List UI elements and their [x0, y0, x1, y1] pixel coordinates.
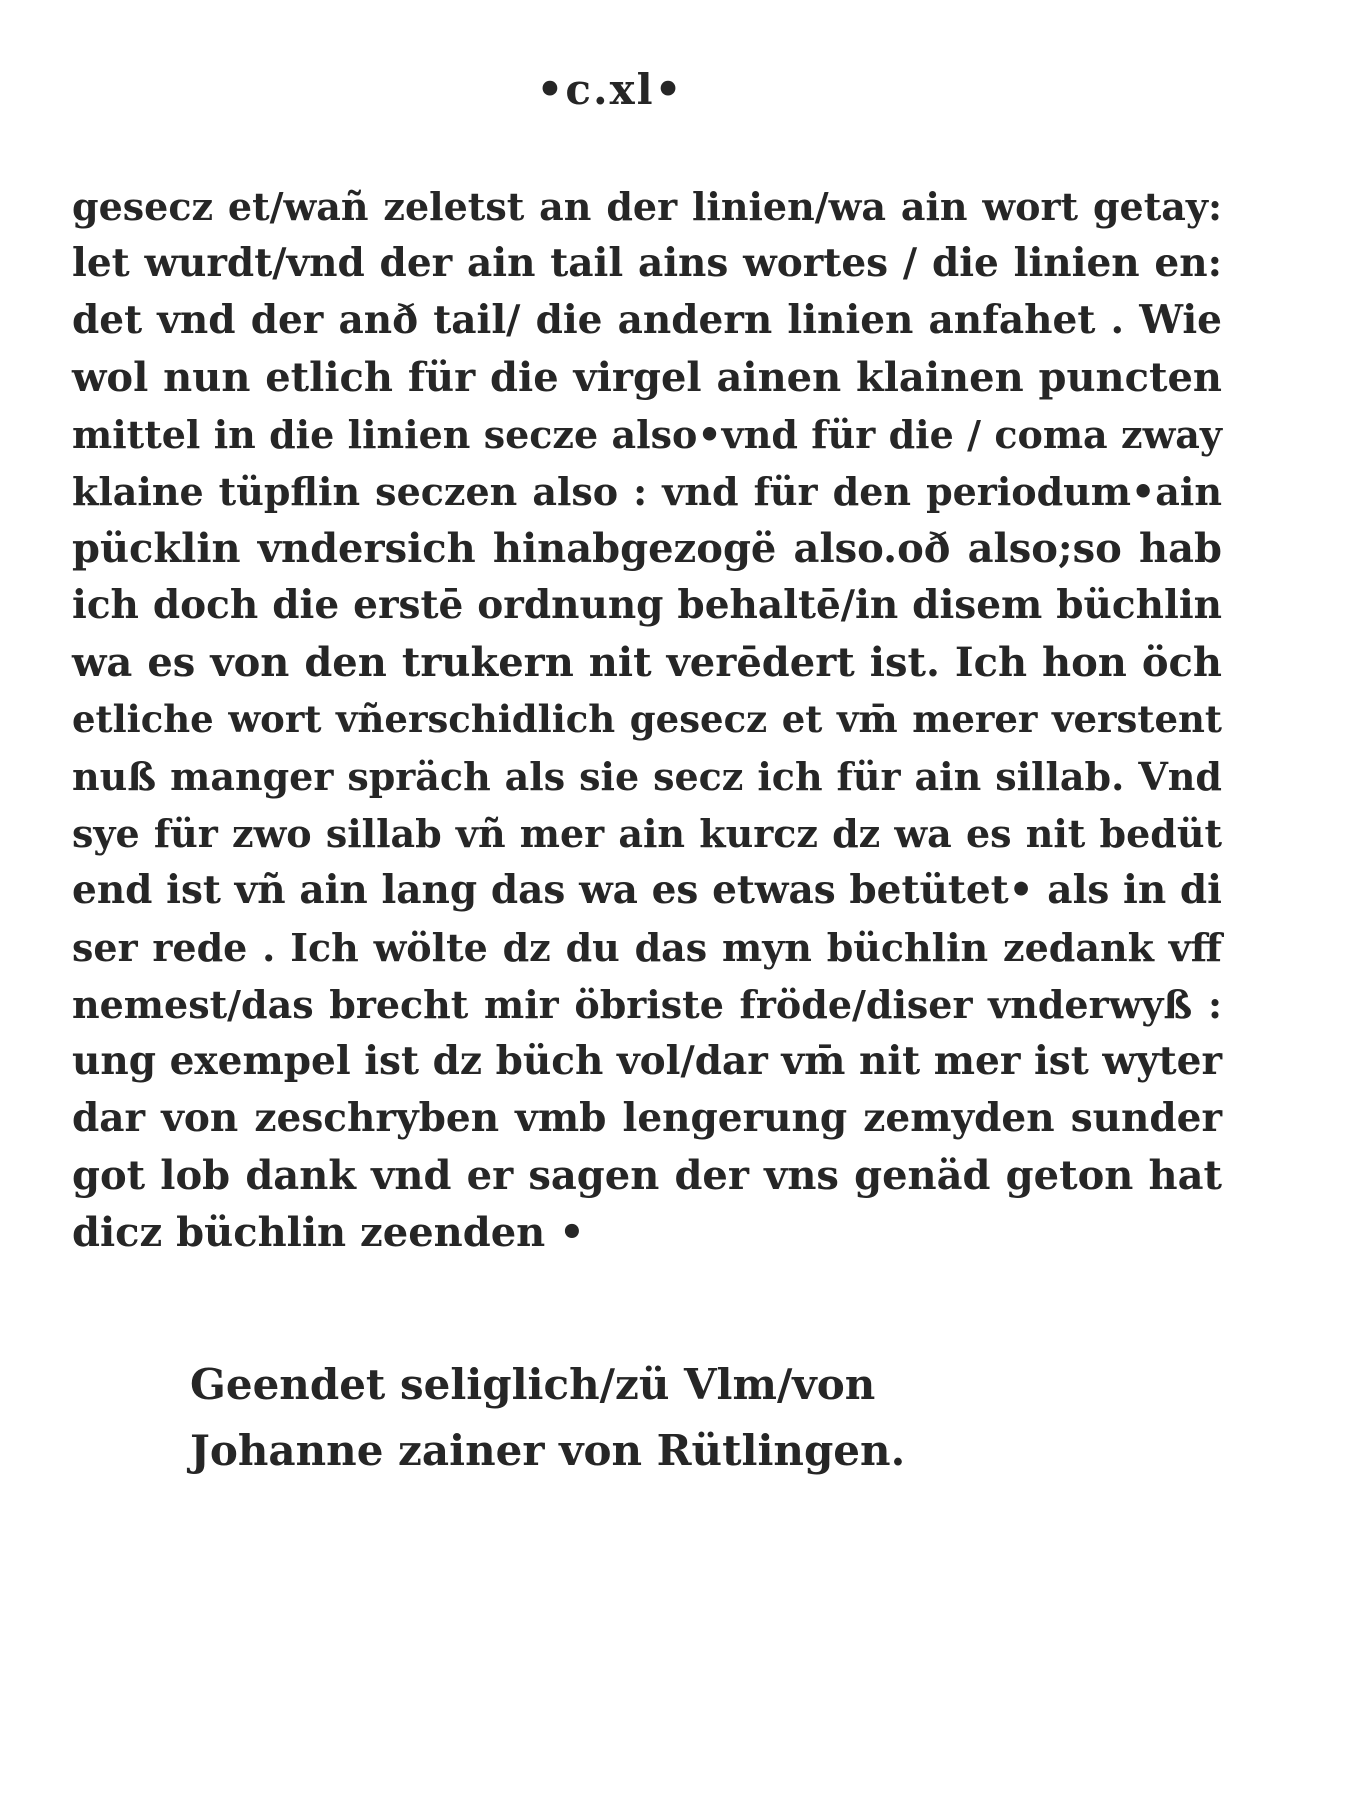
text-line: ich doch die erstē ordnung behaltē/in disem büchlin [72, 582, 1222, 628]
text-line: nuß manger spräch als sie secz ich für ain sillab. Vnd [72, 754, 1222, 799]
text-line: pücklin vndersich hinabgezogë also.oð also;so hab [72, 525, 1222, 572]
text-line: wa es von den trukern nit verēdert ist. Ich hon öch [72, 639, 1222, 686]
folio-number: •c.xl• [536, 65, 684, 114]
text-line: mittel in die linien secze also•vnd für die / coma zway [72, 412, 1222, 457]
text-line-last: dicz büchlin zeenden • [72, 1209, 585, 1256]
text-line: det vnd der anð tail/ die andern linien anfahet . Wie [72, 297, 1222, 343]
text-line: let wurdt/vnd der ain tail ains wortes / die linien en: [72, 240, 1222, 286]
text-line: klaine tüpflin seczen also : vnd für den periodum•ain [72, 469, 1222, 514]
body-text [72, 178, 1222, 1261]
text-line: ung exempel ist dz büch vol/dar vm̄ nit mer ist wyter [72, 1038, 1222, 1084]
text-line: gesecz et/wañ zeletst an der linien/wa ain wort getay: [72, 184, 1222, 229]
text-line: nemest/das brecht mir öbriste fröde/diser vnderwyß : [72, 982, 1222, 1027]
colophon [190, 1352, 950, 1484]
text-line: end ist vñ ain lang das wa es etwas betütet• als in di [72, 867, 1222, 913]
text-line: got lob dank vnd er sagen der vns genäd geton hat [72, 1152, 1222, 1199]
text-line: ser rede . Ich wölte dz du das myn büchlin zedank vff [72, 925, 1222, 970]
text-line: sye für zwo sillab vñ mer ain kurcz dz wa es nit bedüt [72, 811, 1222, 856]
text-line: wol nun etlich für die virgel ainen klainen puncten [72, 354, 1222, 401]
text-line: etliche wort vñerschidlich gesecz et vm̄ merer verstent [72, 697, 1222, 741]
text-line: dar von zeschryben vmb lengerung zemyden sunder [72, 1095, 1222, 1141]
colophon-line-2: Johanne zainer von Rütlingen. [190, 1426, 906, 1475]
colophon-line-1: Geendet seliglich/zü Vlm/von [190, 1360, 876, 1409]
